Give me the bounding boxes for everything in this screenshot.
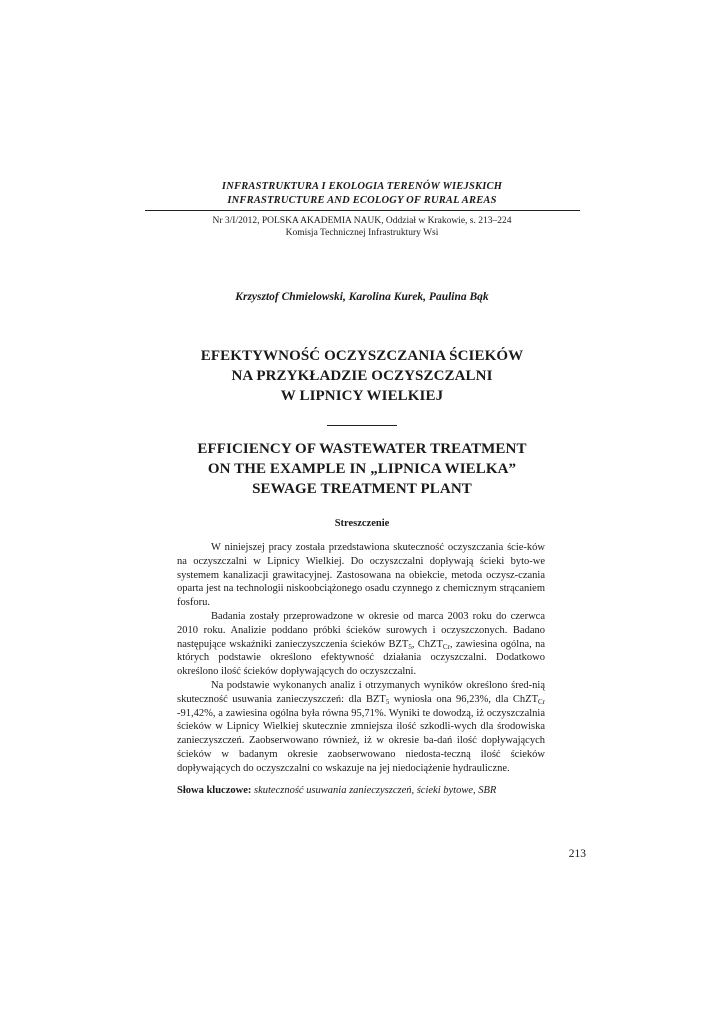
keywords-label: Słowa kluczowe: (177, 785, 252, 796)
abstract-paragraph (177, 679, 545, 776)
title-separator (327, 425, 397, 426)
title-pl-line: NA PRZYKŁADZIE OCZYSZCZALNI (231, 368, 493, 384)
abstract-p2-text: Badania zostały przeprowadzone w okresie od marca 2003 roku do czerwca 2010 roku. Analizie poddano próbki ścieków surowych i oczyszczonych. Badano następujące wskaźniki zanieczyszczenia ścieków BZT (177, 610, 545, 650)
keywords (177, 785, 557, 796)
page-number: 213 (568, 848, 586, 860)
abstract-p2-text: , ChZT (411, 638, 443, 650)
subscript: Cr (538, 697, 545, 706)
abstract-body (177, 541, 545, 776)
keywords-text: skuteczność usuwania zanieczyszczeń, ścieki bytowe, SBR (254, 785, 497, 796)
subscript: 5 (408, 642, 412, 651)
abstract-p3-text: Na podstawie wykonanych analiz i otrzymanych wyników określono śred-nią skuteczność usuwania zanieczyszczeń: dla BZT (177, 679, 545, 705)
abstract-p1-text: W niniejszej pracy została przedstawiona skuteczność oczyszczania ście-ków na oczyszczalni w Lipnicy Wielkiej. Do oczyszczalni dopływają ścieki byto-we systemem kanalizacji grawitacyjnej. Zastosowana na obiekcie, metoda oczysz-czania oparta jest na technologii niskoobciążonego osadu czynnego z chemicznym strącaniem fosforu. (177, 542, 545, 609)
title-pl (0, 346, 724, 406)
abstract-heading: Streszczenie (334, 518, 390, 529)
abstract-p3-text: wyniosła ona 96,23%, dla ChZT (389, 693, 538, 705)
title-en (0, 439, 724, 499)
issue-line: Nr 3/I/2012, POLSKA AKADEMIA NAUK, Oddział w Krakowie, s. 213–224 (212, 216, 512, 226)
title-pl-line: EFEKTYWNOŚĆ OCZYSZCZANIA ŚCIEKÓW (200, 348, 524, 364)
journal-title-en: INFRASTRUCTURE AND ECOLOGY OF RURAL AREAS (227, 195, 497, 206)
abstract-paragraph (177, 541, 545, 610)
commission-line: Komisja Technicznej Infrastruktury Wsi (285, 228, 439, 238)
abstract-p2-text: , zawiesina ogólna, na których podstawie określono efektywność działania oczyszczalni. Dodatkowo określono ilość ścieków dopływających do oczyszczalni. (177, 638, 545, 678)
journal-title-pl: INFRASTRUKTURA I EKOLOGIA TERENÓW WIEJSKICH (221, 181, 503, 192)
title-pl-line: W LIPNICY WIELKIEJ (280, 388, 444, 404)
title-en-line: SEWAGE TREATMENT PLANT (252, 481, 472, 497)
subscript: Cr (442, 642, 450, 651)
abstract-paragraph (177, 610, 545, 679)
header-rule (145, 210, 580, 211)
abstract-p3-text: -91,42%, a zawiesina ogólna była równa 95,71%. Wyniki te dowodzą, iż oczyszczalnia ścieków w Lipnicy Wielkiej skutecznie zmniejsza ilość szkodli-wych dla środowiska zanieczyszczeń. Zaobserwowano również, iż w okresie ba-dań ilość dopływających ścieków w badanym okresie zaobserwowano niedosta-teczną ilość ścieków dopływających do oczyszczalni co wskazuje na jej niedociążenie hydrauliczne. (177, 707, 545, 774)
title-en-line: EFFICIENCY OF WASTEWATER TREATMENT (197, 441, 527, 457)
authors: Krzysztof Chmielowski, Karolina Kurek, Paulina Bąk (235, 291, 489, 303)
subscript: 5 (385, 697, 390, 706)
title-en-line: ON THE EXAMPLE IN „LIPNICA WIELKA” (207, 461, 517, 477)
